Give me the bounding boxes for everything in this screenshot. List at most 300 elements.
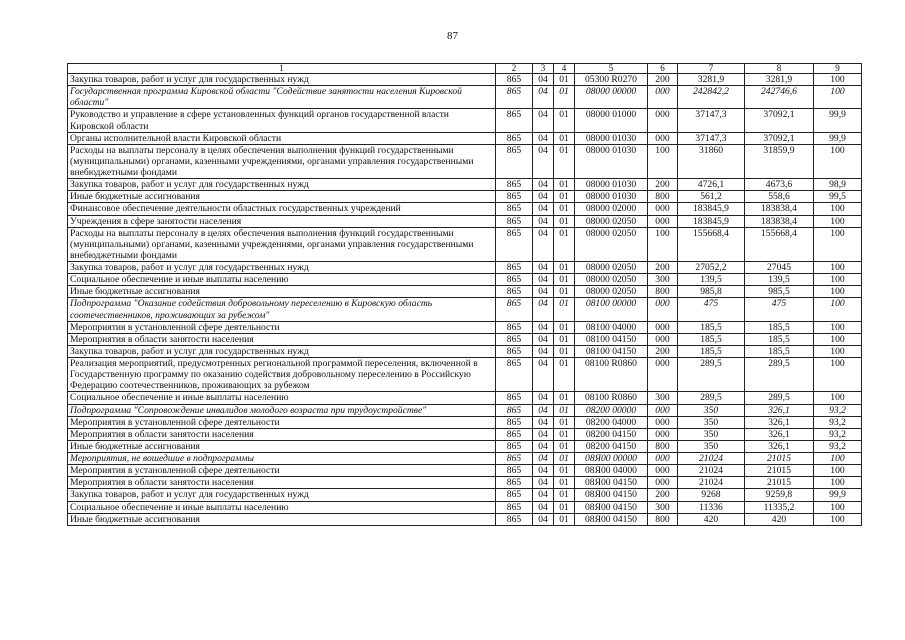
expense-type-cell: 800 — [648, 513, 678, 525]
row-name-cell: Финансовое обеспечение деятельности областных государственных учреждений — [68, 203, 496, 215]
executed-amount-cell: 558,6 — [745, 191, 814, 203]
expense-type-cell: 800 — [648, 440, 678, 452]
subsection-code-cell: 01 — [554, 215, 575, 227]
expense-type-cell: 000 — [648, 321, 678, 333]
expense-type-cell: 000 — [648, 428, 678, 440]
planned-amount-cell: 185,5 — [678, 333, 745, 345]
subsection-code-cell: 01 — [554, 416, 575, 428]
target-article-cell: 08200 04150 — [575, 428, 648, 440]
expense-type-cell: 200 — [648, 345, 678, 357]
ministry-code-cell: 865 — [496, 274, 533, 286]
executed-amount-cell: 37092,1 — [745, 109, 814, 132]
column-header: 4 — [554, 64, 575, 74]
execution-percent-cell: 100 — [814, 215, 862, 227]
planned-amount-cell: 4726,1 — [678, 179, 745, 191]
target-article-cell: 08000 02000 — [575, 203, 648, 215]
section-code-cell: 04 — [533, 416, 554, 428]
expense-type-cell: 200 — [648, 262, 678, 274]
executed-amount-cell: 4673,6 — [745, 179, 814, 191]
planned-amount-cell: 139,5 — [678, 274, 745, 286]
target-article-cell: 08000 02050 — [575, 262, 648, 274]
expense-type-cell: 000 — [648, 298, 678, 321]
subsection-code-cell: 01 — [554, 274, 575, 286]
execution-percent-cell: 100 — [814, 513, 862, 525]
target-article-cell: 08000 02050 — [575, 227, 648, 261]
section-code-cell: 04 — [533, 440, 554, 452]
expense-type-cell: 000 — [648, 333, 678, 345]
executed-amount-cell: 139,5 — [745, 274, 814, 286]
section-code-cell: 04 — [533, 109, 554, 132]
row-name-cell: Закупка товаров, работ и услуг для государственных нужд — [68, 179, 496, 191]
execution-percent-cell: 100 — [814, 477, 862, 489]
planned-amount-cell: 21024 — [678, 477, 745, 489]
column-header: 9 — [814, 64, 862, 74]
section-code-cell: 04 — [533, 392, 554, 404]
subsection-code-cell: 01 — [554, 428, 575, 440]
row-name-cell: Расходы на выплаты персоналу в целях обеспечения выполнения функций государственными (муниципальными) органами, казенными учреждениями, органами управления государственными внебюджетными фондами — [68, 227, 496, 261]
section-code-cell: 04 — [533, 132, 554, 144]
row-name-cell: Иные бюджетные ассигнования — [68, 440, 496, 452]
section-code-cell: 04 — [533, 501, 554, 513]
subsection-code-cell: 01 — [554, 453, 575, 465]
planned-amount-cell: 21024 — [678, 453, 745, 465]
table-row — [68, 333, 862, 345]
row-name-cell: Мероприятия в установленной сфере деятельности — [68, 416, 496, 428]
executed-amount-cell: 242746,6 — [745, 86, 814, 109]
ministry-code-cell: 865 — [496, 416, 533, 428]
section-code-cell: 04 — [533, 74, 554, 86]
target-article-cell: 08Я00 04150 — [575, 489, 648, 501]
planned-amount-cell: 37147,3 — [678, 109, 745, 132]
execution-percent-cell: 93,2 — [814, 440, 862, 452]
executed-amount-cell: 3281,9 — [745, 74, 814, 86]
page-number: 87 — [447, 30, 458, 42]
row-name-cell: Мероприятия в области занятости населения — [68, 428, 496, 440]
target-article-cell: 08200 04000 — [575, 416, 648, 428]
section-code-cell: 04 — [533, 144, 554, 178]
planned-amount-cell: 185,5 — [678, 345, 745, 357]
ministry-code-cell: 865 — [496, 392, 533, 404]
target-article-cell: 08Я00 00000 — [575, 453, 648, 465]
planned-amount-cell: 9268 — [678, 489, 745, 501]
planned-amount-cell: 475 — [678, 298, 745, 321]
section-code-cell: 04 — [533, 321, 554, 333]
subsection-code-cell: 01 — [554, 489, 575, 501]
subsection-code-cell: 01 — [554, 74, 575, 86]
executed-amount-cell: 37092,1 — [745, 132, 814, 144]
planned-amount-cell: 11336 — [678, 501, 745, 513]
planned-amount-cell: 31860 — [678, 144, 745, 178]
row-name-cell: Учреждения в сфере занятости населения — [68, 215, 496, 227]
subsection-code-cell: 01 — [554, 203, 575, 215]
table-row — [68, 501, 862, 513]
target-article-cell: 08Я00 04150 — [575, 477, 648, 489]
table-row — [68, 132, 862, 144]
executed-amount-cell: 185,5 — [745, 345, 814, 357]
target-article-cell: 08Я00 04150 — [575, 501, 648, 513]
planned-amount-cell: 185,5 — [678, 321, 745, 333]
ministry-code-cell: 865 — [496, 298, 533, 321]
target-article-cell: 08000 02050 — [575, 215, 648, 227]
expense-type-cell: 300 — [648, 392, 678, 404]
executed-amount-cell: 326,1 — [745, 416, 814, 428]
execution-percent-cell: 99,9 — [814, 132, 862, 144]
executed-amount-cell: 11335,2 — [745, 501, 814, 513]
ministry-code-cell: 865 — [496, 179, 533, 191]
execution-percent-cell: 99,9 — [814, 489, 862, 501]
header-row — [68, 64, 862, 74]
execution-percent-cell: 100 — [814, 501, 862, 513]
row-name-cell: Социальное обеспечение и иные выплаты населению — [68, 501, 496, 513]
expense-type-cell: 000 — [648, 416, 678, 428]
ministry-code-cell: 865 — [496, 86, 533, 109]
ministry-code-cell: 865 — [496, 132, 533, 144]
subsection-code-cell: 01 — [554, 440, 575, 452]
execution-percent-cell: 93,2 — [814, 428, 862, 440]
subsection-code-cell: 01 — [554, 286, 575, 298]
row-name-cell: Закупка товаров, работ и услуг для государственных нужд — [68, 262, 496, 274]
target-article-cell: 08100 04150 — [575, 333, 648, 345]
section-code-cell: 04 — [533, 286, 554, 298]
column-header: 6 — [648, 64, 678, 74]
table-row — [68, 416, 862, 428]
section-code-cell: 04 — [533, 345, 554, 357]
planned-amount-cell: 21024 — [678, 465, 745, 477]
target-article-cell: 08000 01030 — [575, 144, 648, 178]
ministry-code-cell: 865 — [496, 428, 533, 440]
executed-amount-cell: 183838,4 — [745, 215, 814, 227]
executed-amount-cell: 9259,8 — [745, 489, 814, 501]
expense-type-cell: 000 — [648, 404, 678, 416]
target-article-cell: 08200 04150 — [575, 440, 648, 452]
execution-percent-cell: 100 — [814, 144, 862, 178]
section-code-cell: 04 — [533, 215, 554, 227]
execution-percent-cell: 100 — [814, 392, 862, 404]
table-row — [68, 392, 862, 404]
section-code-cell: 04 — [533, 203, 554, 215]
target-article-cell: 08000 01000 — [575, 109, 648, 132]
target-article-cell: 08100 R0860 — [575, 392, 648, 404]
row-name-cell: Иные бюджетные ассигнования — [68, 286, 496, 298]
row-name-cell: Расходы на выплаты персоналу в целях обеспечения выполнения функций государственными (муниципальными) органами, казенными учреждениями, органами управления государственными внебюджетными фондами — [68, 144, 496, 178]
ministry-code-cell: 865 — [496, 109, 533, 132]
ministry-code-cell: 865 — [496, 501, 533, 513]
ministry-code-cell: 865 — [496, 440, 533, 452]
table-row — [68, 227, 862, 261]
table-row — [68, 477, 862, 489]
row-name-cell: Иные бюджетные ассигнования — [68, 191, 496, 203]
row-name-cell: Мероприятия, не вошедшие в подпрограммы — [68, 453, 496, 465]
subsection-code-cell: 01 — [554, 179, 575, 191]
ministry-code-cell: 865 — [496, 203, 533, 215]
expense-type-cell: 800 — [648, 286, 678, 298]
target-article-cell: 08100 R0860 — [575, 358, 648, 392]
section-code-cell: 04 — [533, 477, 554, 489]
row-name-cell: Мероприятия в области занятости населения — [68, 333, 496, 345]
table-row — [68, 262, 862, 274]
section-code-cell: 04 — [533, 428, 554, 440]
executed-amount-cell: 21015 — [745, 477, 814, 489]
expense-type-cell: 200 — [648, 74, 678, 86]
section-code-cell: 04 — [533, 191, 554, 203]
ministry-code-cell: 865 — [496, 262, 533, 274]
execution-percent-cell: 100 — [814, 465, 862, 477]
planned-amount-cell: 155668,4 — [678, 227, 745, 261]
planned-amount-cell: 350 — [678, 440, 745, 452]
table-row — [68, 274, 862, 286]
target-article-cell: 08100 04000 — [575, 321, 648, 333]
expense-type-cell: 100 — [648, 227, 678, 261]
section-code-cell: 04 — [533, 227, 554, 261]
section-code-cell: 04 — [533, 465, 554, 477]
table-row — [68, 404, 862, 416]
execution-percent-cell: 100 — [814, 74, 862, 86]
execution-percent-cell: 100 — [814, 453, 862, 465]
table-row — [68, 203, 862, 215]
column-header: 8 — [745, 64, 814, 74]
section-code-cell: 04 — [533, 262, 554, 274]
expense-type-cell: 000 — [648, 86, 678, 109]
target-article-cell: 08Я00 04000 — [575, 465, 648, 477]
ministry-code-cell: 865 — [496, 465, 533, 477]
ministry-code-cell: 865 — [496, 74, 533, 86]
execution-percent-cell: 98,9 — [814, 179, 862, 191]
target-article-cell: 08100 00000 — [575, 298, 648, 321]
subsection-code-cell: 01 — [554, 321, 575, 333]
expense-type-cell: 000 — [648, 358, 678, 392]
execution-percent-cell: 93,2 — [814, 404, 862, 416]
ministry-code-cell: 865 — [496, 215, 533, 227]
planned-amount-cell: 27052,2 — [678, 262, 745, 274]
table-body — [68, 74, 862, 526]
subsection-code-cell: 01 — [554, 358, 575, 392]
ministry-code-cell: 865 — [496, 453, 533, 465]
target-article-cell: 08000 01030 — [575, 132, 648, 144]
table-row — [68, 179, 862, 191]
ministry-code-cell: 865 — [496, 489, 533, 501]
section-code-cell: 04 — [533, 333, 554, 345]
subsection-code-cell: 01 — [554, 144, 575, 178]
executed-amount-cell: 985,5 — [745, 286, 814, 298]
subsection-code-cell: 01 — [554, 501, 575, 513]
table-row — [68, 428, 862, 440]
row-name-cell: Иные бюджетные ассигнования — [68, 513, 496, 525]
row-name-cell: Мероприятия в области занятости населения — [68, 477, 496, 489]
section-code-cell: 04 — [533, 86, 554, 109]
planned-amount-cell: 350 — [678, 404, 745, 416]
row-name-cell: Социальное обеспечение и иные выплаты населению — [68, 392, 496, 404]
target-article-cell: 08100 04150 — [575, 345, 648, 357]
executed-amount-cell: 185,5 — [745, 321, 814, 333]
subsection-code-cell: 01 — [554, 465, 575, 477]
section-code-cell: 04 — [533, 404, 554, 416]
section-code-cell: 04 — [533, 513, 554, 525]
target-article-cell: 08000 01030 — [575, 179, 648, 191]
subsection-code-cell: 01 — [554, 477, 575, 489]
table-row — [68, 74, 862, 86]
subsection-code-cell: 01 — [554, 227, 575, 261]
execution-percent-cell: 100 — [814, 274, 862, 286]
table-row — [68, 86, 862, 109]
expense-type-cell: 200 — [648, 179, 678, 191]
section-code-cell: 04 — [533, 489, 554, 501]
column-header: 5 — [575, 64, 648, 74]
row-name-cell: Социальное обеспечение и иные выплаты населению — [68, 274, 496, 286]
ministry-code-cell: 865 — [496, 513, 533, 525]
expense-type-cell: 200 — [648, 489, 678, 501]
ministry-code-cell: 865 — [496, 321, 533, 333]
row-name-cell: Мероприятия в установленной сфере деятельности — [68, 465, 496, 477]
section-code-cell: 04 — [533, 274, 554, 286]
section-code-cell: 04 — [533, 358, 554, 392]
target-article-cell: 08000 02050 — [575, 286, 648, 298]
executed-amount-cell: 326,1 — [745, 428, 814, 440]
execution-percent-cell: 100 — [814, 227, 862, 261]
execution-percent-cell: 93,2 — [814, 416, 862, 428]
planned-amount-cell: 183845,9 — [678, 203, 745, 215]
target-article-cell: 08000 00000 — [575, 86, 648, 109]
executed-amount-cell: 31859,9 — [745, 144, 814, 178]
target-article-cell: 08200 00000 — [575, 404, 648, 416]
subsection-code-cell: 01 — [554, 513, 575, 525]
ministry-code-cell: 865 — [496, 144, 533, 178]
execution-percent-cell: 100 — [814, 262, 862, 274]
executed-amount-cell: 21015 — [745, 465, 814, 477]
ministry-code-cell: 865 — [496, 333, 533, 345]
table-row — [68, 286, 862, 298]
planned-amount-cell: 37147,3 — [678, 132, 745, 144]
target-article-cell: 08Я00 04150 — [575, 513, 648, 525]
table-row — [68, 321, 862, 333]
row-name-cell: Закупка товаров, работ и услуг для государственных нужд — [68, 345, 496, 357]
ministry-code-cell: 865 — [496, 286, 533, 298]
table-row — [68, 298, 862, 321]
row-name-cell: Мероприятия в установленной сфере деятельности — [68, 321, 496, 333]
planned-amount-cell: 350 — [678, 428, 745, 440]
row-name-cell: Руководство и управление в сфере установленных функций органов государственной власти Кировской области — [68, 109, 496, 132]
ministry-code-cell: 865 — [496, 358, 533, 392]
planned-amount-cell: 183845,9 — [678, 215, 745, 227]
section-code-cell: 04 — [533, 179, 554, 191]
column-header: 7 — [678, 64, 745, 74]
ministry-code-cell: 865 — [496, 477, 533, 489]
table-row — [68, 358, 862, 392]
planned-amount-cell: 985,8 — [678, 286, 745, 298]
expense-type-cell: 000 — [648, 453, 678, 465]
execution-percent-cell: 100 — [814, 298, 862, 321]
row-name-cell: Закупка товаров, работ и услуг для государственных нужд — [68, 489, 496, 501]
column-header: 2 — [496, 64, 533, 74]
row-name-cell: Государственная программа Кировской области "Содействие занятости населения Кировской области" — [68, 86, 496, 109]
row-name-cell: Органы исполнительной власти Кировской области — [68, 132, 496, 144]
executed-amount-cell: 21015 — [745, 453, 814, 465]
execution-percent-cell: 100 — [814, 203, 862, 215]
expense-type-cell: 800 — [648, 191, 678, 203]
execution-percent-cell: 99,5 — [814, 191, 862, 203]
planned-amount-cell: 561,2 — [678, 191, 745, 203]
planned-amount-cell: 289,5 — [678, 358, 745, 392]
column-header: 1 — [68, 64, 496, 74]
table-row — [68, 465, 862, 477]
execution-percent-cell: 100 — [814, 86, 862, 109]
column-header: 3 — [533, 64, 554, 74]
expense-type-cell: 100 — [648, 144, 678, 178]
row-name-cell: Реализация мероприятий, предусмотренных региональной программой переселения, включенной в Государственную программу по оказанию содействия добровольному переселению в Российскую Федерацию соотечественников, проживающих за рубежом — [68, 358, 496, 392]
expense-type-cell: 300 — [648, 501, 678, 513]
planned-amount-cell: 420 — [678, 513, 745, 525]
execution-percent-cell: 100 — [814, 358, 862, 392]
executed-amount-cell: 326,1 — [745, 404, 814, 416]
section-code-cell: 04 — [533, 298, 554, 321]
table-row — [68, 489, 862, 501]
row-name-cell: Подпрограмма "Оказание содействия добровольному переселению в Кировскую область соотечественников, проживающих за рубежом" — [68, 298, 496, 321]
planned-amount-cell: 3281,9 — [678, 74, 745, 86]
subsection-code-cell: 01 — [554, 333, 575, 345]
planned-amount-cell: 289,5 — [678, 392, 745, 404]
expense-type-cell: 000 — [648, 215, 678, 227]
executed-amount-cell: 27045 — [745, 262, 814, 274]
ministry-code-cell: 865 — [496, 191, 533, 203]
expense-type-cell: 300 — [648, 274, 678, 286]
executed-amount-cell: 475 — [745, 298, 814, 321]
subsection-code-cell: 01 — [554, 109, 575, 132]
executed-amount-cell: 185,5 — [745, 333, 814, 345]
executed-amount-cell: 326,1 — [745, 440, 814, 452]
target-article-cell: 08000 02050 — [575, 274, 648, 286]
row-name-cell: Подпрограмма "Сопровождение инвалидов молодого возраста при трудоустройстве" — [68, 404, 496, 416]
planned-amount-cell: 350 — [678, 416, 745, 428]
target-article-cell: 05300 R0270 — [575, 74, 648, 86]
table-row — [68, 191, 862, 203]
table-row — [68, 453, 862, 465]
subsection-code-cell: 01 — [554, 262, 575, 274]
subsection-code-cell: 01 — [554, 345, 575, 357]
table-row — [68, 215, 862, 227]
ministry-code-cell: 865 — [496, 227, 533, 261]
subsection-code-cell: 01 — [554, 392, 575, 404]
subsection-code-cell: 01 — [554, 404, 575, 416]
executed-amount-cell: 289,5 — [745, 358, 814, 392]
table-row — [68, 109, 862, 132]
planned-amount-cell: 242842,2 — [678, 86, 745, 109]
table-row — [68, 440, 862, 452]
budget-table — [67, 63, 862, 526]
execution-percent-cell: 100 — [814, 321, 862, 333]
row-name-cell: Закупка товаров, работ и услуг для государственных нужд — [68, 74, 496, 86]
subsection-code-cell: 01 — [554, 191, 575, 203]
subsection-code-cell: 01 — [554, 298, 575, 321]
ministry-code-cell: 865 — [496, 404, 533, 416]
execution-percent-cell: 100 — [814, 333, 862, 345]
expense-type-cell: 000 — [648, 477, 678, 489]
expense-type-cell: 000 — [648, 203, 678, 215]
executed-amount-cell: 155668,4 — [745, 227, 814, 261]
executed-amount-cell: 183838,4 — [745, 203, 814, 215]
executed-amount-cell: 420 — [745, 513, 814, 525]
ministry-code-cell: 865 — [496, 345, 533, 357]
execution-percent-cell: 100 — [814, 286, 862, 298]
table-row — [68, 345, 862, 357]
execution-percent-cell: 99,9 — [814, 109, 862, 132]
target-article-cell: 08000 01030 — [575, 191, 648, 203]
expense-type-cell: 000 — [648, 465, 678, 477]
expense-type-cell: 000 — [648, 109, 678, 132]
table-row — [68, 513, 862, 525]
executed-amount-cell: 289,5 — [745, 392, 814, 404]
table-row — [68, 144, 862, 178]
subsection-code-cell: 01 — [554, 132, 575, 144]
subsection-code-cell: 01 — [554, 86, 575, 109]
